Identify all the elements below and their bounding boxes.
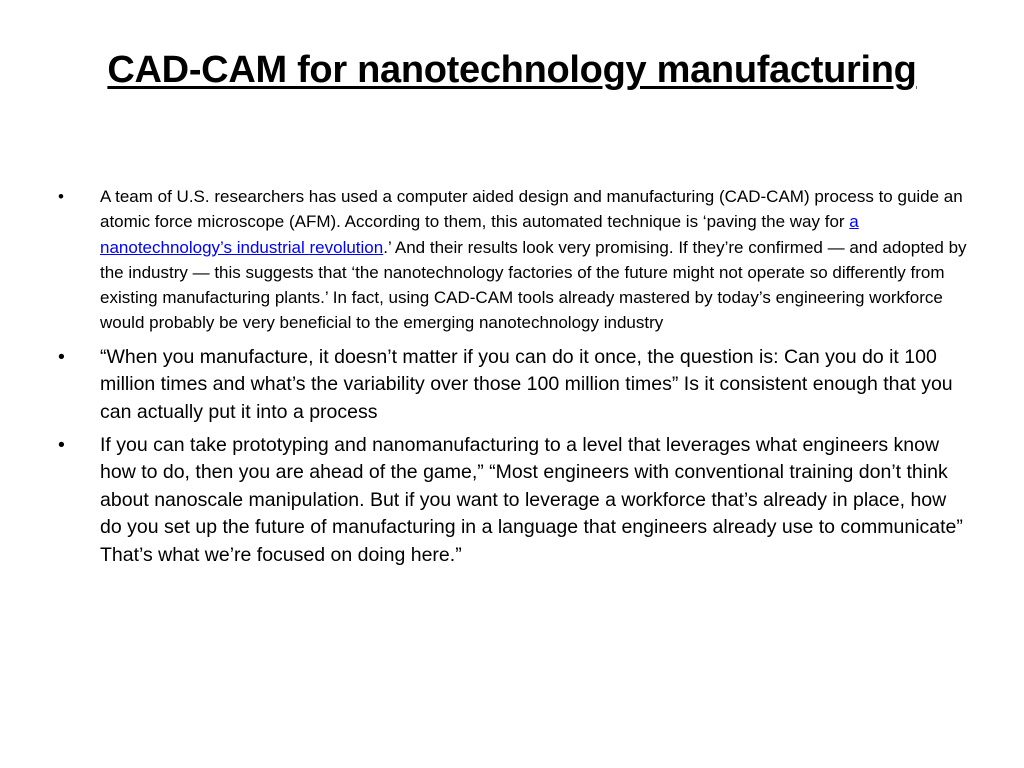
bullet-dot-icon: • (58, 187, 64, 206)
bullet-2-text: “When you manufacture, it doesn’t matter if you can do it once, the question is: Can you do it 100 million times and what’s the variability over those 100 million times” Is it consistent enough that you can actually put it into a process (100, 345, 953, 423)
bullet-list (58, 184, 973, 575)
nanotech-revolution-link[interactable]: a nanotechnology’s industrial revolution (100, 212, 859, 257)
slide-title: CAD-CAM for nanotechnology manufacturing (107, 49, 917, 91)
bullet-dot-icon: • (58, 345, 65, 368)
bullet-item-3 (58, 432, 973, 569)
bullet-item-1 (58, 184, 973, 336)
bullet-item-2 (58, 344, 973, 426)
bullet-dot-icon: • (58, 434, 65, 456)
bullet-1-text-start: A team of U.S. researchers has used a computer aided design and manufacturing (CAD-CAM) process to guide an atomic force microscope (AFM). According to them, this automated technique is ‘paving the way for (100, 187, 963, 232)
bullet-3-text: If you can take prototyping and nanomanufacturing to a level that leverages what engineers know how to do, then you are ahead of the game,” “Most engineers with conventional training don’t think about nanoscale manipulation. But if you want to leverage a workforce that’s already in place, how do you set up the future of manufacturing in a language that engineers already use to communicate” That’s what we’re focused on doing here.” (100, 434, 963, 566)
bullet-1-text-end: .’ And their results look very promising. If they’re confirmed — and adopted by the industry — this suggests that ‘the nanotechnology factories of the future might not operate so differently from existing manufacturing plants.’ In fact, using CAD-CAM tools already mastered by today’s engineering workforce would probably be very beneficial to the emerging nanotechnology industry (100, 237, 967, 333)
